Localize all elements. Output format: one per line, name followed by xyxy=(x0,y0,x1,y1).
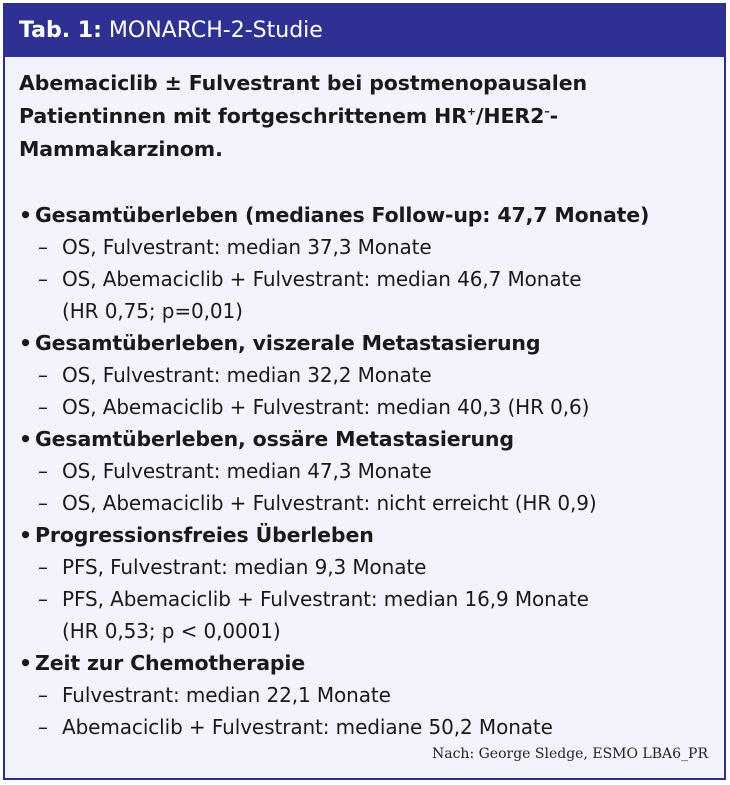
section-title xyxy=(19,647,716,679)
intro-superscript-minus: – xyxy=(544,105,550,119)
bullet-icon: • xyxy=(19,651,32,675)
finding-section xyxy=(19,647,716,743)
intro-part-3: -Mammakarzinom. xyxy=(19,104,559,161)
dash-icon: – xyxy=(38,363,48,387)
section-title xyxy=(19,519,716,551)
list-item-text: Fulvestrant: median 22,1 Monate xyxy=(62,683,391,707)
dash-icon: – xyxy=(38,235,48,259)
finding-section xyxy=(19,519,716,647)
dash-icon: – xyxy=(38,459,48,483)
dash-icon: – xyxy=(38,555,48,579)
table-number: Tab. 1: xyxy=(19,18,102,43)
intro-part-1: Abemaciclib ± Fulvestrant bei postmenopausalen Patientinnen mit fortgeschrittenem HR xyxy=(19,71,587,128)
section-title-text: Progressionsfreies Überleben xyxy=(35,523,374,547)
list-item-text: OS, Fulvestrant: median 32,2 Monate xyxy=(62,363,432,387)
list-item-text: PFS, Abemaciclib + Fulvestrant: median 16,9 Monate (HR 0,53; p < 0,0001) xyxy=(62,587,589,643)
dash-icon: – xyxy=(38,715,48,739)
list-item xyxy=(19,231,716,263)
intro-part-2: /HER2 xyxy=(476,104,545,128)
dash-icon: – xyxy=(38,267,48,291)
dash-icon: – xyxy=(38,587,48,611)
table-content xyxy=(19,67,716,743)
list-item xyxy=(19,263,716,327)
list-item xyxy=(19,583,716,647)
dash-icon: – xyxy=(38,683,48,707)
section-title xyxy=(19,327,716,359)
list-item xyxy=(19,711,716,743)
bullet-icon: • xyxy=(19,523,32,547)
list-item-text: OS, Fulvestrant: median 47,3 Monate xyxy=(62,459,432,483)
table-box xyxy=(3,3,726,780)
list-item xyxy=(19,455,716,487)
list-item xyxy=(19,359,716,391)
dash-icon: – xyxy=(38,395,48,419)
findings-list xyxy=(19,199,716,743)
list-item-text: OS, Fulvestrant: median 37,3 Monate xyxy=(62,235,432,259)
list-item-text: OS, Abemaciclib + Fulvestrant: median 40,3 (HR 0,6) xyxy=(62,395,590,419)
section-title xyxy=(19,423,716,455)
bullet-icon: • xyxy=(19,203,32,227)
finding-section xyxy=(19,423,716,519)
bullet-icon: • xyxy=(19,331,32,355)
list-item-text: OS, Abemaciclib + Fulvestrant: median 46,7 Monate (HR 0,75; p=0,01) xyxy=(62,267,582,323)
table-header xyxy=(5,5,724,57)
section-title-text: Gesamtüberleben (medianes Follow-up: 47,7 Monate) xyxy=(35,203,650,227)
list-item xyxy=(19,679,716,711)
list-item xyxy=(19,551,716,583)
table-title: MONARCH-2-Studie xyxy=(108,18,323,43)
bullet-icon: • xyxy=(19,427,32,451)
list-item-text: PFS, Fulvestrant: median 9,3 Monate xyxy=(62,555,427,579)
section-title-text: Zeit zur Chemotherapie xyxy=(35,651,306,675)
list-item-text: Abemaciclib + Fulvestrant: mediane 50,2 Monate xyxy=(62,715,553,739)
intro-text xyxy=(19,67,716,166)
list-item-text: OS, Abemaciclib + Fulvestrant: nicht erreicht (HR 0,9) xyxy=(62,491,597,515)
source-note: Nach: George Sledge, ESMO LBA6_PR xyxy=(431,746,708,762)
section-title-text: Gesamtüberleben, ossäre Metastasierung xyxy=(35,427,514,451)
intro-superscript-plus: + xyxy=(466,105,477,119)
finding-section xyxy=(19,327,716,423)
list-item xyxy=(19,487,716,519)
dash-icon: – xyxy=(38,491,48,515)
list-item xyxy=(19,391,716,423)
finding-section xyxy=(19,199,716,327)
section-title-text: Gesamtüberleben, viszerale Metastasierung xyxy=(35,331,541,355)
section-title xyxy=(19,199,716,231)
